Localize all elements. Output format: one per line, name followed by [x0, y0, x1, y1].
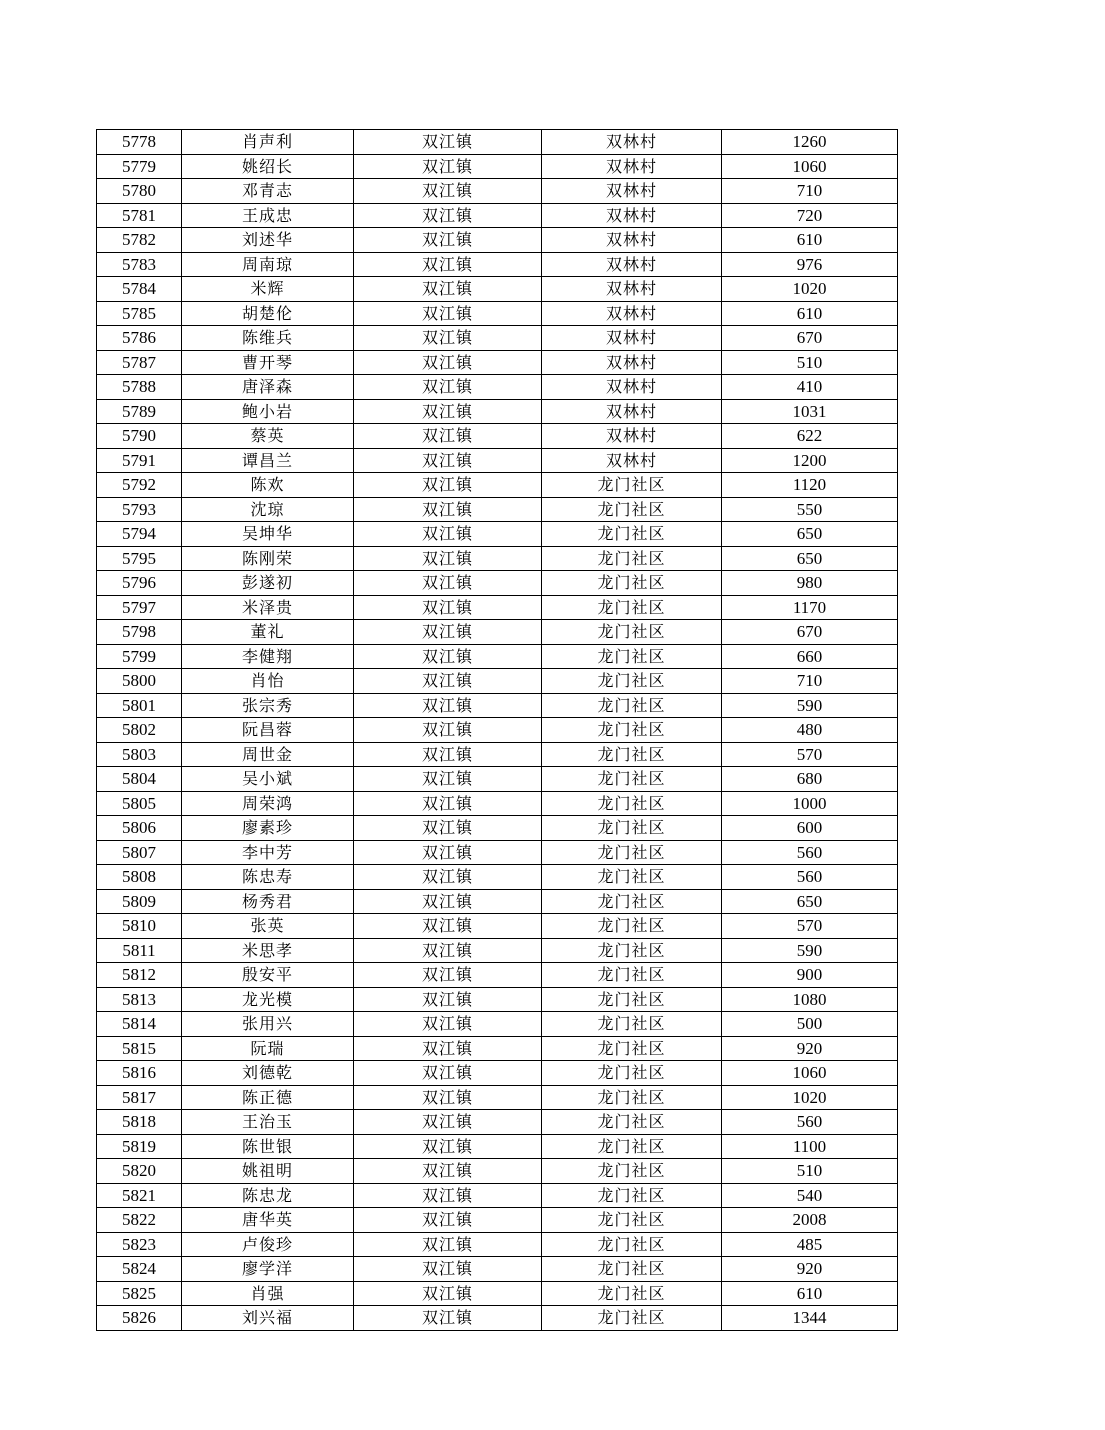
amount-cell: 590: [722, 938, 898, 963]
amount-cell: 1000: [722, 791, 898, 816]
village-cell: 龙门社区: [542, 963, 722, 988]
village-cell: 龙门社区: [542, 987, 722, 1012]
row-number-cell: 5819: [97, 1134, 182, 1159]
row-number-cell: 5806: [97, 816, 182, 841]
row-number-cell: 5801: [97, 693, 182, 718]
amount-cell: 660: [722, 644, 898, 669]
row-number-cell: 5826: [97, 1306, 182, 1331]
village-cell: 龙门社区: [542, 1281, 722, 1306]
name-cell: 陈欢: [182, 473, 354, 498]
village-cell: 龙门社区: [542, 1110, 722, 1135]
table-row: [97, 1281, 898, 1306]
village-cell: 龙门社区: [542, 816, 722, 841]
amount-cell: 610: [722, 301, 898, 326]
table-row: [97, 154, 898, 179]
town-cell: 双江镇: [354, 179, 542, 204]
table-row: [97, 742, 898, 767]
name-cell: 刘德乾: [182, 1061, 354, 1086]
town-cell: 双江镇: [354, 154, 542, 179]
village-cell: 龙门社区: [542, 1134, 722, 1159]
amount-cell: 485: [722, 1232, 898, 1257]
row-number-cell: 5807: [97, 840, 182, 865]
village-cell: 龙门社区: [542, 546, 722, 571]
name-cell: 李中芳: [182, 840, 354, 865]
name-cell: 刘兴福: [182, 1306, 354, 1331]
table-row: [97, 277, 898, 302]
town-cell: 双江镇: [354, 1183, 542, 1208]
name-cell: 肖声利: [182, 130, 354, 155]
amount-cell: 710: [722, 179, 898, 204]
amount-cell: 1020: [722, 277, 898, 302]
town-cell: 双江镇: [354, 546, 542, 571]
row-number-cell: 5788: [97, 375, 182, 400]
town-cell: 双江镇: [354, 914, 542, 939]
town-cell: 双江镇: [354, 1110, 542, 1135]
name-cell: 周南琼: [182, 252, 354, 277]
village-cell: 双林村: [542, 448, 722, 473]
row-number-cell: 5799: [97, 644, 182, 669]
name-cell: 吴小斌: [182, 767, 354, 792]
table-row: [97, 252, 898, 277]
amount-cell: 1170: [722, 595, 898, 620]
name-cell: 王治玉: [182, 1110, 354, 1135]
name-cell: 龙光模: [182, 987, 354, 1012]
amount-cell: 480: [722, 718, 898, 743]
table-row: [97, 203, 898, 228]
row-number-cell: 5824: [97, 1257, 182, 1282]
name-cell: 吴坤华: [182, 522, 354, 547]
amount-cell: 650: [722, 522, 898, 547]
amount-cell: 610: [722, 228, 898, 253]
name-cell: 陈刚荣: [182, 546, 354, 571]
row-number-cell: 5780: [97, 179, 182, 204]
name-cell: 肖怡: [182, 669, 354, 694]
amount-cell: 980: [722, 571, 898, 596]
town-cell: 双江镇: [354, 228, 542, 253]
table-row: [97, 669, 898, 694]
town-cell: 双江镇: [354, 522, 542, 547]
row-number-cell: 5804: [97, 767, 182, 792]
village-cell: 龙门社区: [542, 669, 722, 694]
town-cell: 双江镇: [354, 889, 542, 914]
village-cell: 龙门社区: [542, 791, 722, 816]
town-cell: 双江镇: [354, 840, 542, 865]
village-cell: 龙门社区: [542, 693, 722, 718]
amount-cell: 1260: [722, 130, 898, 155]
town-cell: 双江镇: [354, 497, 542, 522]
town-cell: 双江镇: [354, 399, 542, 424]
table-row: [97, 522, 898, 547]
amount-cell: 590: [722, 693, 898, 718]
name-cell: 阮瑞: [182, 1036, 354, 1061]
name-cell: 陈忠寿: [182, 865, 354, 890]
table-row: [97, 301, 898, 326]
village-cell: 龙门社区: [542, 473, 722, 498]
table-row: [97, 718, 898, 743]
table-row: [97, 399, 898, 424]
village-cell: 龙门社区: [542, 1232, 722, 1257]
table-row: [97, 546, 898, 571]
row-number-cell: 5787: [97, 350, 182, 375]
village-cell: 双林村: [542, 203, 722, 228]
row-number-cell: 5785: [97, 301, 182, 326]
amount-cell: 1060: [722, 1061, 898, 1086]
row-number-cell: 5805: [97, 791, 182, 816]
village-cell: 龙门社区: [542, 522, 722, 547]
amount-cell: 720: [722, 203, 898, 228]
village-cell: 龙门社区: [542, 914, 722, 939]
town-cell: 双江镇: [354, 1281, 542, 1306]
row-number-cell: 5825: [97, 1281, 182, 1306]
name-cell: 沈琼: [182, 497, 354, 522]
row-number-cell: 5790: [97, 424, 182, 449]
table-row: [97, 571, 898, 596]
table-row: [97, 840, 898, 865]
amount-cell: 500: [722, 1012, 898, 1037]
town-cell: 双江镇: [354, 1232, 542, 1257]
name-cell: 陈世银: [182, 1134, 354, 1159]
amount-cell: 650: [722, 889, 898, 914]
row-number-cell: 5792: [97, 473, 182, 498]
village-cell: 龙门社区: [542, 938, 722, 963]
amount-cell: 1100: [722, 1134, 898, 1159]
amount-cell: 570: [722, 742, 898, 767]
table-row: [97, 1183, 898, 1208]
town-cell: 双江镇: [354, 595, 542, 620]
amount-cell: 1080: [722, 987, 898, 1012]
name-cell: 廖素珍: [182, 816, 354, 841]
row-number-cell: 5797: [97, 595, 182, 620]
row-number-cell: 5779: [97, 154, 182, 179]
village-cell: 龙门社区: [542, 1085, 722, 1110]
row-number-cell: 5784: [97, 277, 182, 302]
town-cell: 双江镇: [354, 1061, 542, 1086]
town-cell: 双江镇: [354, 473, 542, 498]
table-row: [97, 179, 898, 204]
town-cell: 双江镇: [354, 669, 542, 694]
name-cell: 陈忠龙: [182, 1183, 354, 1208]
village-cell: 龙门社区: [542, 840, 722, 865]
row-number-cell: 5814: [97, 1012, 182, 1037]
village-cell: 双林村: [542, 301, 722, 326]
town-cell: 双江镇: [354, 963, 542, 988]
row-number-cell: 5809: [97, 889, 182, 914]
name-cell: 姚绍长: [182, 154, 354, 179]
amount-cell: 410: [722, 375, 898, 400]
town-cell: 双江镇: [354, 865, 542, 890]
amount-cell: 1020: [722, 1085, 898, 1110]
village-cell: 双林村: [542, 424, 722, 449]
name-cell: 鲍小岩: [182, 399, 354, 424]
town-cell: 双江镇: [354, 1306, 542, 1331]
village-cell: 龙门社区: [542, 1036, 722, 1061]
amount-cell: 610: [722, 1281, 898, 1306]
name-cell: 米泽贵: [182, 595, 354, 620]
table-row: [97, 889, 898, 914]
table-row: [97, 497, 898, 522]
name-cell: 杨秀君: [182, 889, 354, 914]
village-cell: 龙门社区: [542, 1159, 722, 1184]
row-number-cell: 5802: [97, 718, 182, 743]
town-cell: 双江镇: [354, 1159, 542, 1184]
table-row: [97, 644, 898, 669]
amount-cell: 510: [722, 1159, 898, 1184]
village-cell: 双林村: [542, 154, 722, 179]
name-cell: 蔡英: [182, 424, 354, 449]
town-cell: 双江镇: [354, 424, 542, 449]
name-cell: 张宗秀: [182, 693, 354, 718]
town-cell: 双江镇: [354, 693, 542, 718]
town-cell: 双江镇: [354, 1134, 542, 1159]
name-cell: 胡楚伦: [182, 301, 354, 326]
village-cell: 龙门社区: [542, 1183, 722, 1208]
amount-cell: 1031: [722, 399, 898, 424]
amount-cell: 600: [722, 816, 898, 841]
row-number-cell: 5781: [97, 203, 182, 228]
table-row: [97, 1208, 898, 1233]
amount-cell: 920: [722, 1257, 898, 1282]
amount-cell: 570: [722, 914, 898, 939]
amount-cell: 1060: [722, 154, 898, 179]
town-cell: 双江镇: [354, 1257, 542, 1282]
row-number-cell: 5817: [97, 1085, 182, 1110]
name-cell: 米辉: [182, 277, 354, 302]
name-cell: 彭遂初: [182, 571, 354, 596]
village-cell: 双林村: [542, 350, 722, 375]
amount-cell: 650: [722, 546, 898, 571]
table-row: [97, 938, 898, 963]
amount-cell: 550: [722, 497, 898, 522]
row-number-cell: 5795: [97, 546, 182, 571]
table-row: [97, 693, 898, 718]
table-row: [97, 1110, 898, 1135]
town-cell: 双江镇: [354, 938, 542, 963]
row-number-cell: 5796: [97, 571, 182, 596]
amount-cell: 920: [722, 1036, 898, 1061]
village-cell: 龙门社区: [542, 571, 722, 596]
village-cell: 龙门社区: [542, 595, 722, 620]
amount-cell: 510: [722, 350, 898, 375]
name-cell: 谭昌兰: [182, 448, 354, 473]
table-row: [97, 1306, 898, 1331]
town-cell: 双江镇: [354, 350, 542, 375]
amount-cell: 680: [722, 767, 898, 792]
amount-cell: 2008: [722, 1208, 898, 1233]
amount-cell: 976: [722, 252, 898, 277]
row-number-cell: 5789: [97, 399, 182, 424]
amount-cell: 670: [722, 326, 898, 351]
village-cell: 双林村: [542, 228, 722, 253]
table-row: [97, 448, 898, 473]
table-row: [97, 595, 898, 620]
village-cell: 龙门社区: [542, 1061, 722, 1086]
village-cell: 双林村: [542, 277, 722, 302]
table-row: [97, 424, 898, 449]
row-number-cell: 5793: [97, 497, 182, 522]
amount-cell: 670: [722, 620, 898, 645]
table-row: [97, 350, 898, 375]
village-cell: 双林村: [542, 399, 722, 424]
village-cell: 龙门社区: [542, 718, 722, 743]
town-cell: 双江镇: [354, 1208, 542, 1233]
name-cell: 李健翔: [182, 644, 354, 669]
table-row: [97, 865, 898, 890]
row-number-cell: 5822: [97, 1208, 182, 1233]
table-row: [97, 1134, 898, 1159]
amount-cell: 622: [722, 424, 898, 449]
town-cell: 双江镇: [354, 130, 542, 155]
village-cell: 龙门社区: [542, 1208, 722, 1233]
table-row: [97, 791, 898, 816]
row-number-cell: 5815: [97, 1036, 182, 1061]
village-cell: 双林村: [542, 326, 722, 351]
name-cell: 周荣鸿: [182, 791, 354, 816]
town-cell: 双江镇: [354, 767, 542, 792]
town-cell: 双江镇: [354, 252, 542, 277]
row-number-cell: 5808: [97, 865, 182, 890]
town-cell: 双江镇: [354, 375, 542, 400]
row-number-cell: 5818: [97, 1110, 182, 1135]
row-number-cell: 5778: [97, 130, 182, 155]
table-row: [97, 620, 898, 645]
amount-cell: 1200: [722, 448, 898, 473]
row-number-cell: 5798: [97, 620, 182, 645]
name-cell: 张英: [182, 914, 354, 939]
name-cell: 肖强: [182, 1281, 354, 1306]
row-number-cell: 5782: [97, 228, 182, 253]
amount-cell: 560: [722, 840, 898, 865]
village-cell: 龙门社区: [542, 742, 722, 767]
amount-cell: 710: [722, 669, 898, 694]
amount-cell: 540: [722, 1183, 898, 1208]
roster-body: [97, 130, 898, 1331]
amount-cell: 900: [722, 963, 898, 988]
town-cell: 双江镇: [354, 718, 542, 743]
village-cell: 龙门社区: [542, 644, 722, 669]
amount-cell: 560: [722, 1110, 898, 1135]
row-number-cell: 5791: [97, 448, 182, 473]
row-number-cell: 5800: [97, 669, 182, 694]
village-cell: 龙门社区: [542, 865, 722, 890]
table-row: [97, 473, 898, 498]
town-cell: 双江镇: [354, 1036, 542, 1061]
row-number-cell: 5820: [97, 1159, 182, 1184]
amount-cell: 1344: [722, 1306, 898, 1331]
table-row: [97, 987, 898, 1012]
village-cell: 双林村: [542, 179, 722, 204]
row-number-cell: 5794: [97, 522, 182, 547]
name-cell: 张用兴: [182, 1012, 354, 1037]
name-cell: 姚祖明: [182, 1159, 354, 1184]
row-number-cell: 5823: [97, 1232, 182, 1257]
town-cell: 双江镇: [354, 326, 542, 351]
village-cell: 龙门社区: [542, 767, 722, 792]
row-number-cell: 5811: [97, 938, 182, 963]
table-row: [97, 767, 898, 792]
town-cell: 双江镇: [354, 203, 542, 228]
table-row: [97, 1012, 898, 1037]
row-number-cell: 5810: [97, 914, 182, 939]
village-cell: 双林村: [542, 252, 722, 277]
row-number-cell: 5803: [97, 742, 182, 767]
row-number-cell: 5786: [97, 326, 182, 351]
village-cell: 龙门社区: [542, 620, 722, 645]
name-cell: 陈维兵: [182, 326, 354, 351]
name-cell: 周世金: [182, 742, 354, 767]
village-cell: 龙门社区: [542, 497, 722, 522]
table-row: [97, 130, 898, 155]
row-number-cell: 5813: [97, 987, 182, 1012]
town-cell: 双江镇: [354, 448, 542, 473]
town-cell: 双江镇: [354, 791, 542, 816]
name-cell: 邓青志: [182, 179, 354, 204]
town-cell: 双江镇: [354, 1085, 542, 1110]
town-cell: 双江镇: [354, 987, 542, 1012]
town-cell: 双江镇: [354, 277, 542, 302]
row-number-cell: 5821: [97, 1183, 182, 1208]
row-number-cell: 5812: [97, 963, 182, 988]
town-cell: 双江镇: [354, 644, 542, 669]
village-cell: 双林村: [542, 375, 722, 400]
town-cell: 双江镇: [354, 620, 542, 645]
town-cell: 双江镇: [354, 1012, 542, 1037]
village-cell: 龙门社区: [542, 889, 722, 914]
amount-cell: 560: [722, 865, 898, 890]
name-cell: 王成忠: [182, 203, 354, 228]
roster-table: [96, 129, 898, 1331]
name-cell: 阮昌蓉: [182, 718, 354, 743]
name-cell: 唐泽森: [182, 375, 354, 400]
name-cell: 唐华英: [182, 1208, 354, 1233]
village-cell: 龙门社区: [542, 1306, 722, 1331]
town-cell: 双江镇: [354, 816, 542, 841]
table-row: [97, 228, 898, 253]
row-number-cell: 5783: [97, 252, 182, 277]
town-cell: 双江镇: [354, 301, 542, 326]
table-row: [97, 1036, 898, 1061]
village-cell: 龙门社区: [542, 1012, 722, 1037]
table-row: [97, 1085, 898, 1110]
town-cell: 双江镇: [354, 742, 542, 767]
village-cell: 龙门社区: [542, 1257, 722, 1282]
table-row: [97, 963, 898, 988]
village-cell: 双林村: [542, 130, 722, 155]
name-cell: 廖学洋: [182, 1257, 354, 1282]
row-number-cell: 5816: [97, 1061, 182, 1086]
table-row: [97, 1257, 898, 1282]
table-row: [97, 326, 898, 351]
table-row: [97, 816, 898, 841]
name-cell: 刘述华: [182, 228, 354, 253]
table-row: [97, 375, 898, 400]
name-cell: 董礼: [182, 620, 354, 645]
name-cell: 卢俊珍: [182, 1232, 354, 1257]
table-row: [97, 914, 898, 939]
name-cell: 陈正德: [182, 1085, 354, 1110]
table-row: [97, 1232, 898, 1257]
amount-cell: 1120: [722, 473, 898, 498]
name-cell: 曹开琴: [182, 350, 354, 375]
table-row: [97, 1159, 898, 1184]
name-cell: 殷安平: [182, 963, 354, 988]
table-row: [97, 1061, 898, 1086]
town-cell: 双江镇: [354, 571, 542, 596]
name-cell: 米思孝: [182, 938, 354, 963]
